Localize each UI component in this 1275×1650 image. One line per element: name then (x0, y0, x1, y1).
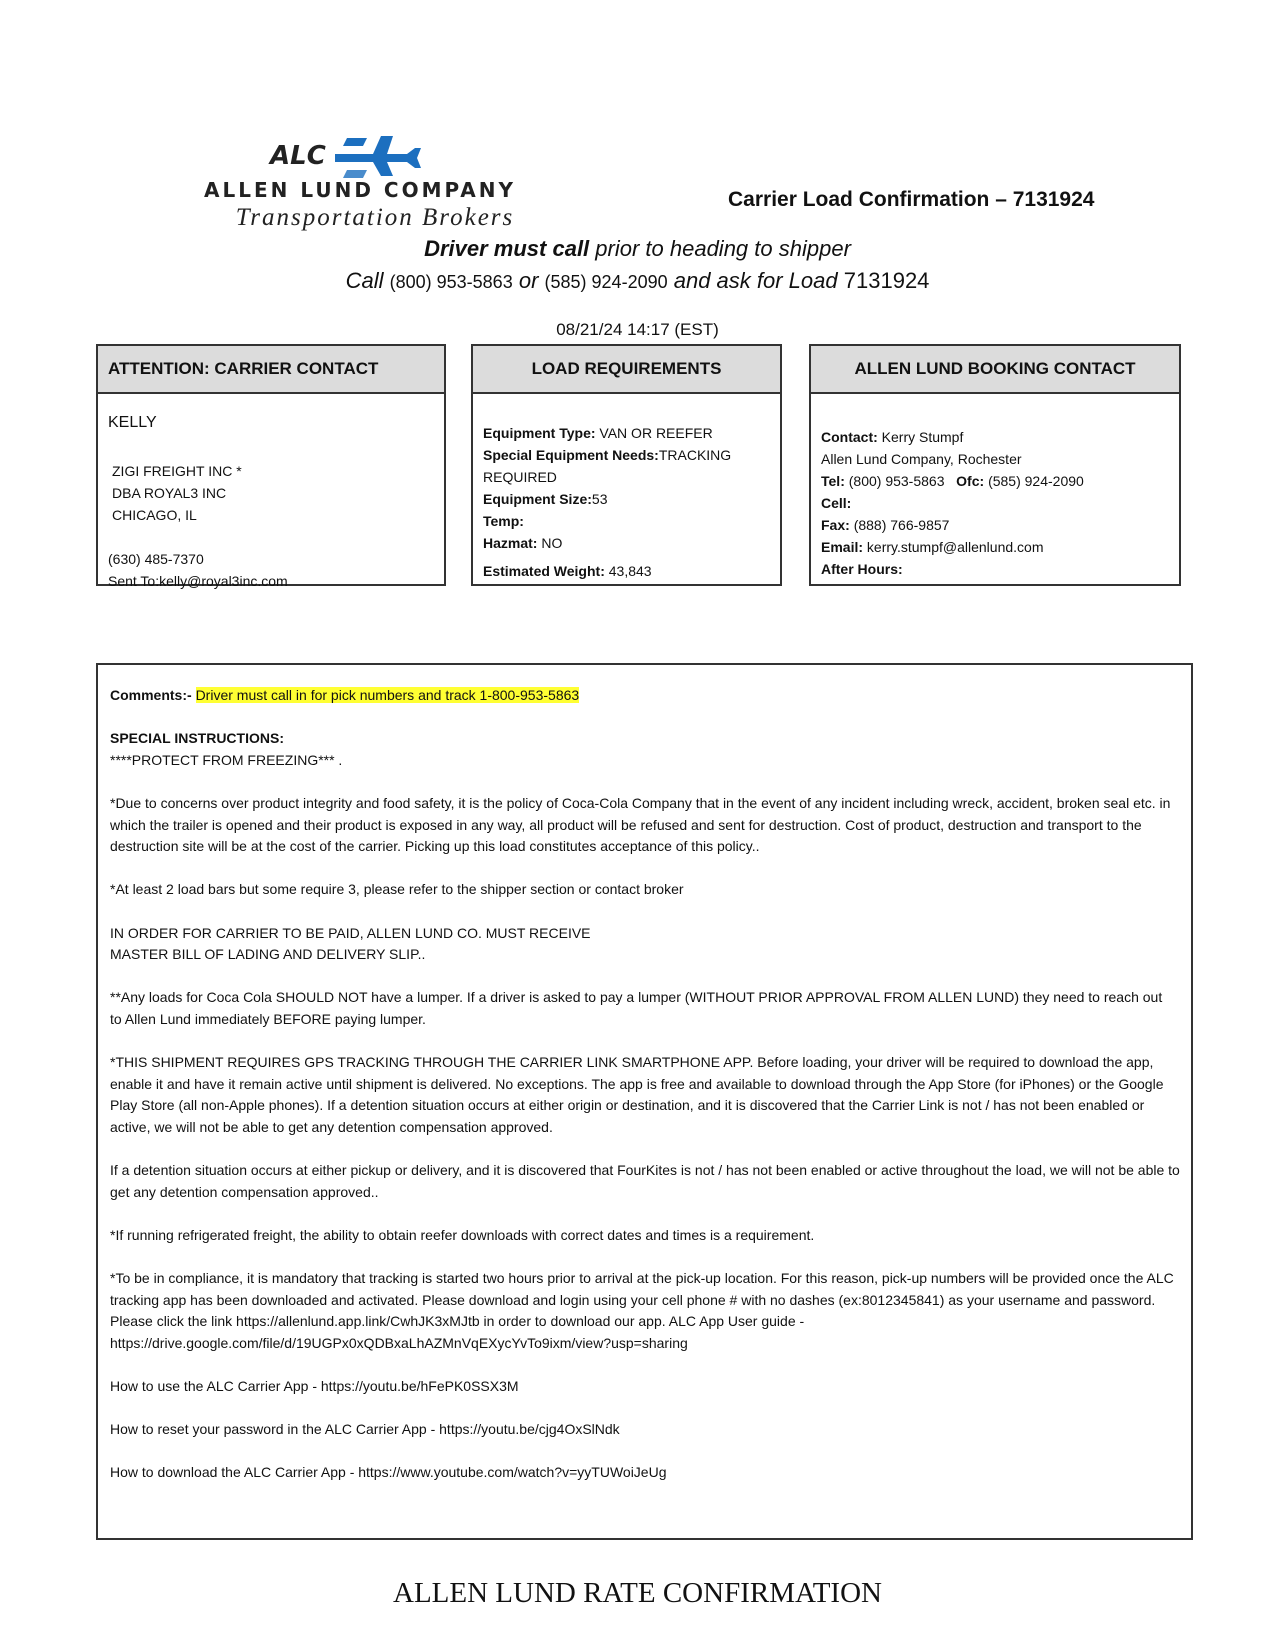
company-name: ALLEN LUND COMPANY (203, 178, 516, 202)
carrier-phone: (630) 485-7370 (108, 551, 204, 567)
logo-monogram: ALC (270, 141, 326, 171)
call-instruction-line2 (0, 268, 1275, 294)
comments-box (96, 663, 1193, 1540)
carrier-contact-box (96, 344, 446, 589)
footer-title: ALLEN LUND RATE CONFIRMATION (393, 1577, 882, 1609)
protect-from-freezing: ****PROTECT FROM FREEZING*** . (110, 751, 343, 768)
call-prefix: Call (345, 268, 384, 293)
instruction-reefer: *If running refrigerated freight, the ability to obtain reefer downloads with correct dates and times is a requirement. (110, 1226, 815, 1243)
equipment-type-row: Equipment Type: VAN OR REEFER (483, 425, 713, 441)
highlighted-comment: Driver must call in for pick numbers and track 1-800-953-5863 (195, 687, 580, 703)
carrier-city: CHICAGO, IL (112, 507, 197, 523)
confirmation-datetime: 08/21/24 14:17 (EST) (556, 320, 719, 339)
document-title: Carrier Load Confirmation – 7131924 (728, 188, 1095, 211)
instruction-payment-line1: IN ORDER FOR CARRIER TO BE PAID, ALLEN LUND CO. MUST RECEIVE (110, 924, 591, 941)
booking-after-hours-row: After Hours: (821, 561, 903, 577)
booking-office: Allen Lund Company, Rochester (821, 451, 1022, 467)
instruction-lumper-line2: to Allen Lund immediately BEFORE paying lumper. (110, 1010, 426, 1027)
booking-email-row: Email: kerry.stumpf@allenlund.com (821, 539, 1044, 555)
comments-line (110, 685, 1180, 707)
link-use-app: How to use the ALC Carrier App - https://youtu.be/hFePK0SSX3M (110, 1378, 519, 1394)
link-reset-password: How to reset your password in the ALC Carrier App - https://youtu.be/cjg4OxSlNdk (110, 1421, 620, 1438)
carrier-contact-name: KELLY (108, 414, 157, 431)
load-requirements-box (471, 344, 782, 586)
booking-contact-row: Contact: Kerry Stumpf (821, 429, 964, 445)
alc-plane-icon (125, 128, 595, 178)
load-number: 7131924 (843, 268, 930, 293)
instruction-compliance: *To be in compliance, it is mandatory that tracking is started two hours prior to arrival at the pick-up location. For this reason, pick-up numbers will be provided once the ALC tracking app has been downloaded and activated. Please download and login using your cell phone # with no dashes (ex:8012345841) as your username and password. Please click the link https://allenlund.app.link/CwhJK3xMJtb in order to download our app. ALC App User guide - https://drive.google.com/file/d/19UGPx0xQDBxaLhAZMnVqEXycYvTo9ixm/view?usp=sharing (110, 1270, 1174, 1351)
special-needs-value: TRACKING (658, 447, 732, 463)
carrier-contact-title: ATTENTION: CARRIER CONTACT (98, 346, 444, 394)
company-logo (125, 128, 595, 231)
instruction-load-bars: *At least 2 load bars but some require 3, please refer to the shipper section or contact broker (110, 881, 684, 898)
booking-tel: (800) 953-5863 (848, 473, 945, 489)
booking-cell-row: Cell: (821, 495, 852, 511)
special-instructions-heading: SPECIAL INSTRUCTIONS: (110, 730, 284, 747)
temp-row: Temp: (483, 513, 524, 529)
booking-ofc: (585) 924-2090 (988, 473, 1084, 489)
carrier-company-line2: DBA ROYAL3 INC (112, 485, 227, 501)
booking-fax-row: Fax: (888) 766-9857 (821, 517, 950, 533)
booking-contact-name: Kerry Stumpf (881, 429, 964, 445)
call-suffix: and ask for Load (673, 268, 838, 293)
carrier-sent-to: Sent To:kelly@royal3inc.com (108, 573, 288, 589)
equipment-size-value: 53 (591, 491, 608, 507)
special-needs-row: Special Equipment Needs:TRACKING (483, 447, 732, 463)
call-instruction-line1 (0, 236, 1275, 262)
booking-fax: (888) 766-9857 (853, 517, 950, 533)
call-or: or (518, 268, 539, 293)
weight-value: 43,843 (608, 563, 652, 579)
hazmat-value: NO (541, 535, 563, 551)
link-download-app: How to download the ALC Carrier App - https://www.youtube.com/watch?v=yyTUWoiJeUg (110, 1464, 667, 1481)
booking-contact-title: ALLEN LUND BOOKING CONTACT (811, 346, 1179, 394)
comments-label: Comments:- (110, 687, 192, 703)
booking-email: kerry.stumpf@allenlund.com (866, 539, 1044, 555)
equipment-type-value: VAN OR REEFER (599, 425, 713, 441)
phone-secondary: (585) 924-2090 (544, 272, 668, 292)
load-requirements-title: LOAD REQUIREMENTS (473, 346, 780, 394)
weight-row: Estimated Weight: 43,843 (483, 563, 652, 579)
carrier-company-line1: ZIGI FREIGHT INC * (112, 463, 242, 479)
instruction-gps-tracking: *THIS SHIPMENT REQUIRES GPS TRACKING THROUGH THE CARRIER LINK SMARTPHONE APP. Before loading, your driver will be required to download the app, enable it and have it remain active until shipment is delivered. No exceptions. The app is free and available to download through the App Store (for iPhones) or the Google Play Store (all non-Apple phones). If a detention situation occurs at either origin or destination, and it is discovered that the Carrier Link is not / has not been enabled or active, we will not be able to get any detention compensation approved. (110, 1054, 1164, 1135)
instruction-fourkites: If a detention situation occurs at either pickup or delivery, and it is discovered that FourKites is not / has not been enabled or active throughout the load, we will not be able to get any detention compensation approved.. (110, 1162, 1180, 1200)
phone-primary: (800) 953-5863 (389, 272, 513, 292)
equipment-size-row: Equipment Size:53 (483, 491, 608, 507)
instruction-coca-cola-policy: *Due to concerns over product integrity and food safety, it is the policy of Coca-Cola Company that in the event of any incident including wreck, accident, broken seal etc. in which the trailer is opened and their product is exposed in any way, all product will be refused and sent for destruction. Cost of product, destruction and transport to the destruction site will be at the cost of the carrier. Picking up this load constitutes acceptance of this policy.. (110, 794, 1171, 855)
booking-contact-box (809, 344, 1181, 586)
instruction-payment-line2: MASTER BILL OF LADING AND DELIVERY SLIP.. (110, 946, 426, 963)
hazmat-row: Hazmat: NO (483, 535, 563, 551)
call-instruction-rest: prior to heading to shipper (589, 236, 851, 261)
booking-phones-row: Tel: (800) 953-5863 Ofc: (585) 924-2090 (821, 473, 1084, 489)
special-needs-row2: REQUIRED (483, 469, 557, 485)
company-tagline: Transportation Brokers (235, 204, 515, 231)
call-instruction-bold: Driver must call (424, 236, 590, 261)
instruction-lumper-line1: **Any loads for Coca Cola SHOULD NOT have a lumper. If a driver is asked to pay a lumper (WITHOUT PRIOR APPROVAL FROM ALLEN LUND) they need to reach out (110, 989, 1163, 1006)
